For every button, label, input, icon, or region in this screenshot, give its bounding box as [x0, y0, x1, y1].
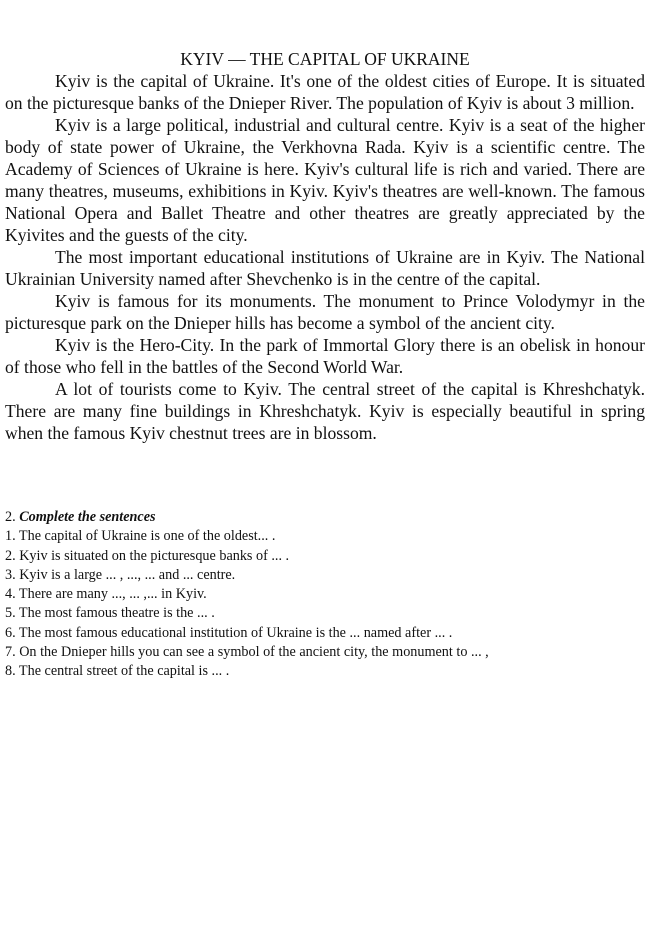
exercise-list: [5, 527, 625, 681]
exercise-item: 4. There are many ..., ... ,... in Kyiv.: [5, 586, 207, 603]
paragraph: Kyiv is famous for its monuments. The monument to Prince Volodymyr in the picturesque park on the Dnieper hills has become a symbol of the ancient city.: [5, 291, 645, 333]
exercise-item: 3. Kyiv is a large ... , ..., ... and ... centre.: [5, 566, 236, 583]
exercise-item: 5. The most famous theatre is the ... .: [5, 605, 215, 622]
exercise-number: 2.: [5, 509, 16, 525]
exercise-heading: [5, 508, 625, 527]
exercise-item: 2. Kyiv is situated on the picturesque banks of ... .: [5, 547, 290, 564]
document-title: KYIV — THE CAPITAL OF UKRAINE: [180, 49, 470, 69]
reading-text: [5, 70, 645, 444]
exercise-item: 6. The most famous educational institution of Ukraine is the ... named after ... .: [5, 624, 453, 641]
exercise-section: [5, 508, 625, 682]
exercise-item: 8. The central street of the capital is ... .: [5, 663, 230, 680]
paragraph: A lot of tourists come to Kyiv. The central street of the capital is Khreshchatyk. There are many fine buildings in Khreshchatyk. Kyiv is especially beautiful in spring when the famous Kyiv chestnut trees are in blossom.: [5, 379, 645, 443]
paragraph: Kyiv is a large political, industrial and cultural centre. Kyiv is a seat of the higher body of state power of Ukraine, the Verkhovna Rada. Kyiv is a scientific centre. The Academy of Sciences of Ukraine is here. Kyiv's cultural life is rich and varied. There are many theatres, museums, exhibitions in Kyiv. Kyiv's theatres are well-known. The famous National Opera and Ballet Theatre and other theatres are greatly appreciated by the Kyivites and the guests of the city.: [5, 115, 645, 245]
exercise-item: 1. The capital of Ukraine is one of the oldest... .: [5, 528, 276, 545]
exercise-instruction: Complete the sentences: [19, 509, 156, 525]
paragraph: The most important educational institutions of Ukraine are in Kyiv. The National Ukrainian University named after Shevchenko is in the centre of the capital.: [5, 247, 645, 289]
paragraph: Kyiv is the capital of Ukraine. It's one of the oldest cities of Europe. It is situated on the picturesque banks of the Dnieper River. The population of Kyiv is about 3 million.: [5, 71, 645, 113]
paragraph: Kyiv is the Hero-City. In the park of Immortal Glory there is an obelisk in honour of those who fell in the battles of the Second World War.: [5, 335, 645, 377]
exercise-item: 7. On the Dnieper hills you can see a symbol of the ancient city, the monument to ... ,: [5, 644, 489, 661]
